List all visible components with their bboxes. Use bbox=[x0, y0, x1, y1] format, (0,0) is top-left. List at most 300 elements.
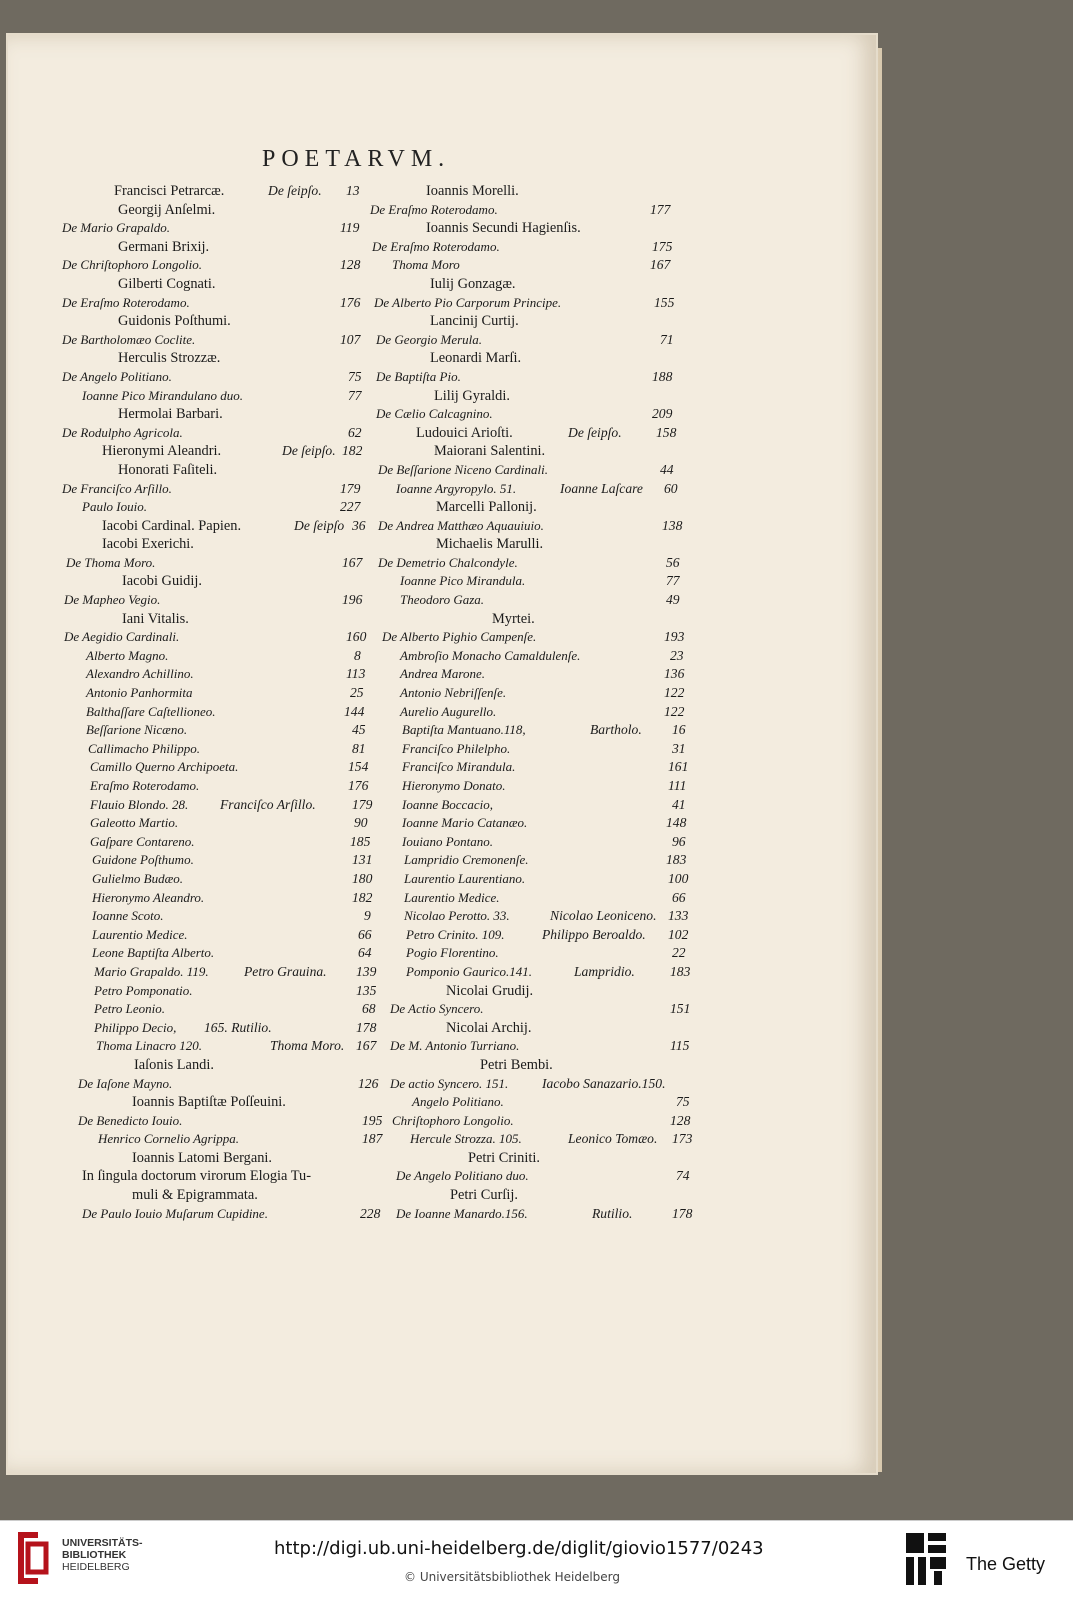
entry-text: Ioannis Secundi Hagienſis. bbox=[426, 220, 581, 237]
entry-text: De Angelo Politiano duo. bbox=[396, 1168, 529, 1184]
page-number: 155 bbox=[654, 294, 675, 310]
entry-text: Thoma Linacro 120. bbox=[96, 1038, 203, 1054]
entry-text: Pomponio Gaurico.141. bbox=[406, 963, 533, 979]
page-number: 25 bbox=[350, 685, 364, 701]
author-heading bbox=[56, 312, 386, 331]
author-heading bbox=[56, 349, 386, 368]
page-number: 176 bbox=[340, 294, 361, 310]
entry-text: De Baptiſta Pio. bbox=[376, 368, 461, 384]
entry-secondary: De ſeipſo. bbox=[268, 183, 322, 198]
entry-text: De Angelo Politiano. bbox=[62, 368, 172, 384]
entry-text: Lilij Gyraldi. bbox=[434, 387, 510, 404]
index-entry bbox=[378, 461, 708, 480]
page-number: 183 bbox=[666, 852, 687, 868]
permalink-url[interactable]: http://digi.ub.uni-heidelberg.de/diglit/giovio1577/0243 bbox=[274, 1538, 764, 1559]
entry-text: De Mario Grapaldo. bbox=[62, 220, 170, 236]
page-number: 102 bbox=[668, 926, 689, 942]
entry-text: De Demetrio Chalcondyle. bbox=[378, 554, 518, 570]
page-number: 187 bbox=[362, 1131, 383, 1147]
entry-secondary: Rutilio. bbox=[592, 1205, 633, 1221]
index-entry bbox=[56, 665, 386, 684]
index-entry bbox=[56, 740, 386, 759]
entry-secondary: De ſeipſo. bbox=[282, 443, 336, 459]
entry-text: Ioannis Latomi Bergani. bbox=[132, 1149, 273, 1166]
index-entry bbox=[56, 982, 386, 1001]
page-number: 182 bbox=[342, 443, 363, 459]
index-entry bbox=[56, 889, 386, 908]
page-number: 119 bbox=[340, 220, 360, 236]
entry-text: Iacobi Exerichi. bbox=[102, 536, 194, 553]
index-entry bbox=[378, 833, 708, 852]
author-heading bbox=[56, 405, 386, 424]
entry-text: Francisci Petrarcæ. bbox=[114, 183, 225, 199]
entry-text: Myrtei. bbox=[492, 610, 535, 627]
entry-text: De Alberto Pighio Campenſe. bbox=[382, 629, 537, 645]
entry-text: Iacobi Guidij. bbox=[122, 573, 202, 590]
entry-text: Guidonis Poſthumi. bbox=[118, 313, 231, 330]
institution-line-1: UNIVERSITÄTS- bbox=[62, 1537, 143, 1549]
page-number: 56 bbox=[666, 554, 680, 570]
entry-text: De Georgio Merula. bbox=[376, 331, 483, 347]
author-heading bbox=[378, 275, 708, 294]
entry-text: De Andrea Matthæo Aquauiuio. bbox=[378, 517, 544, 533]
entry-text: Herculis Strozzæ. bbox=[118, 350, 221, 367]
entry-text: Theodoro Gaza. bbox=[400, 592, 485, 608]
index-entry bbox=[56, 814, 386, 833]
entry-text: De Actio Syncero. bbox=[390, 1001, 484, 1017]
index-entry bbox=[56, 851, 386, 870]
entry-text: Mario Grapaldo. 119. bbox=[94, 963, 209, 979]
author-heading bbox=[378, 982, 708, 1001]
index-entry bbox=[374, 294, 708, 313]
entry-secondary: 165. Rutilio. bbox=[204, 1019, 272, 1035]
page-number: 111 bbox=[668, 778, 687, 793]
entry-text: Marcelli Pallonij. bbox=[436, 499, 537, 516]
entry-text: Hieronymi Aleandri. bbox=[102, 443, 222, 460]
page-number: 185 bbox=[350, 833, 371, 849]
index-entry bbox=[56, 424, 386, 443]
entry-text: Ioannis Baptiſtæ Poſſeuini. bbox=[132, 1094, 286, 1111]
index-entry bbox=[378, 517, 708, 536]
index-entry bbox=[56, 480, 386, 499]
author-heading bbox=[378, 1019, 708, 1038]
entry-text: De Alberto Pio Carporum Principe. bbox=[374, 294, 562, 310]
author-heading bbox=[378, 498, 708, 517]
entry-text: De Franciſco Arſillo. bbox=[62, 480, 172, 496]
getty-logo-icon[interactable] bbox=[904, 1531, 948, 1587]
index-entry bbox=[378, 907, 708, 926]
entry-text: Ioanne Pico Mirandulano duo. bbox=[82, 387, 244, 403]
entry-secondary: Nicolao Leoniceno. bbox=[550, 908, 657, 924]
entry-text: Franciſco Mirandula. bbox=[402, 759, 516, 775]
page-number: 68 bbox=[362, 1001, 376, 1017]
entry-text: Flauio Blondo. 28. bbox=[90, 796, 189, 812]
index-entry bbox=[56, 1112, 386, 1131]
entry-text: Pogio Florentino. bbox=[406, 945, 499, 961]
entry-secondary: Lampridio. bbox=[574, 963, 635, 979]
entry-text: De Ioanne Manardo.156. bbox=[396, 1205, 528, 1221]
page-number: 113 bbox=[346, 666, 366, 682]
index-entry bbox=[56, 219, 386, 238]
entry-secondary: Ioanne Laſcare bbox=[560, 480, 643, 496]
entry-text: De Cælio Calcagnino. bbox=[376, 406, 493, 422]
entry-text: Iulij Gonzagæ. bbox=[430, 275, 516, 292]
page-title: POETARVM. bbox=[262, 146, 451, 172]
entry-text: Callimacho Philippo. bbox=[88, 740, 200, 756]
entry-text: Ioanne Argyropylo. 51. bbox=[396, 480, 517, 496]
entry-text: Alexandro Achillino. bbox=[86, 666, 194, 682]
author-heading bbox=[378, 387, 708, 406]
page-number: 115 bbox=[670, 1038, 690, 1054]
page-number: 167 bbox=[356, 1038, 377, 1054]
page-number: 133 bbox=[668, 908, 689, 924]
index-entry bbox=[378, 758, 708, 777]
page-number: 188 bbox=[652, 368, 673, 384]
page-number: 100 bbox=[668, 870, 689, 886]
index-entry bbox=[56, 796, 386, 815]
author-heading bbox=[56, 610, 386, 629]
entry-text: Henrico Cornelio Agrippa. bbox=[98, 1131, 239, 1147]
page-number: 74 bbox=[676, 1168, 690, 1184]
index-entry bbox=[378, 256, 708, 275]
index-entry bbox=[378, 1205, 708, 1224]
entry-text: De Eraſmo Roterodamo. bbox=[62, 294, 190, 310]
page-number: 196 bbox=[342, 592, 363, 608]
index-entry bbox=[378, 368, 708, 387]
index-entry bbox=[378, 1130, 708, 1149]
entry-text: In ſingula doctorum virorum Elogia Tu- bbox=[82, 1168, 312, 1185]
page-number: 228 bbox=[360, 1205, 381, 1221]
index-entry bbox=[378, 1000, 708, 1019]
entry-text: Hercule Strozza. 105. bbox=[410, 1131, 522, 1147]
entry-text: Laurentio Medice. bbox=[404, 889, 500, 905]
author-heading bbox=[56, 461, 386, 480]
page-number: 160 bbox=[346, 629, 367, 645]
index-entry bbox=[56, 684, 386, 703]
author-heading bbox=[56, 1149, 386, 1168]
author-heading bbox=[56, 1056, 386, 1075]
page-number: 178 bbox=[356, 1019, 377, 1035]
index-entry bbox=[56, 1037, 386, 1056]
page-number: 77 bbox=[666, 573, 680, 589]
index-entry bbox=[378, 870, 708, 889]
entry-text: Nicolao Perotto. 33. bbox=[404, 908, 510, 924]
page-number: 209 bbox=[652, 406, 673, 422]
entry-text: Balthaſſare Caſtellioneo. bbox=[86, 703, 216, 719]
page-number: 49 bbox=[666, 592, 680, 608]
entry-text: Beſſarione Nicæno. bbox=[86, 722, 188, 738]
entry-text: De Bartholomæo Coclite. bbox=[62, 331, 196, 347]
entry-secondary: De ſeipſo bbox=[294, 517, 345, 533]
index-entry bbox=[56, 721, 386, 740]
page-number: 64 bbox=[358, 945, 372, 961]
entry-text: muli & Epigrammata. bbox=[132, 1187, 258, 1204]
page-number: 144 bbox=[344, 703, 365, 719]
page-number: 151 bbox=[670, 1001, 691, 1017]
entry-text: Hieronymo Donato. bbox=[402, 778, 506, 793]
author-heading bbox=[378, 1149, 708, 1168]
page-number: 179 bbox=[352, 796, 373, 812]
page-number: 8 bbox=[354, 647, 361, 663]
index-entry bbox=[56, 1130, 386, 1149]
entry-text: Leone Baptiſta Alberto. bbox=[92, 945, 215, 961]
page-number: 167 bbox=[650, 257, 671, 273]
index-entry bbox=[378, 926, 708, 945]
index-entry bbox=[378, 628, 708, 647]
page-number: 177 bbox=[650, 201, 671, 217]
entry-secondary: Petro Grauina. bbox=[244, 963, 327, 979]
index-entry bbox=[56, 907, 386, 926]
page-number: 180 bbox=[352, 870, 373, 886]
index-entry bbox=[56, 926, 386, 945]
index-entry bbox=[378, 480, 708, 499]
entry-text: Alberto Magno. bbox=[86, 647, 169, 663]
index-entry bbox=[378, 796, 708, 815]
author-heading bbox=[378, 219, 708, 238]
page-number: 175 bbox=[652, 238, 673, 254]
index-entry bbox=[56, 833, 386, 852]
entry-text: Germani Brixij. bbox=[118, 238, 210, 255]
institution-name bbox=[62, 1537, 143, 1573]
page-number: 75 bbox=[348, 368, 362, 384]
entry-text: De Benedicto Iouio. bbox=[78, 1112, 183, 1128]
page-number: 96 bbox=[672, 833, 686, 849]
entry-text: Ludouici Arioſti. bbox=[416, 424, 513, 441]
index-entry bbox=[378, 721, 708, 740]
author-heading bbox=[56, 275, 386, 294]
page-number: 77 bbox=[348, 387, 362, 403]
entry-text: Franciſco Philelpho. bbox=[402, 740, 511, 756]
page-number: 136 bbox=[664, 666, 685, 682]
index-entry bbox=[378, 665, 708, 684]
index-entry bbox=[56, 256, 386, 275]
index-entry bbox=[378, 1112, 708, 1131]
index-entry bbox=[378, 405, 708, 424]
page-number: 139 bbox=[356, 963, 377, 979]
page-number: 179 bbox=[340, 480, 361, 496]
page-number: 176 bbox=[348, 778, 369, 793]
index-entry bbox=[372, 238, 708, 257]
entry-text: Maiorani Salentini. bbox=[434, 443, 546, 460]
copyright-notice: © Universitätsbibliothek Heidelberg bbox=[404, 1570, 621, 1584]
entry-text: De Aegidio Cardinali. bbox=[64, 629, 180, 645]
index-entry bbox=[56, 591, 386, 610]
page-number: 75 bbox=[676, 1094, 690, 1110]
page-number: 23 bbox=[670, 647, 684, 663]
page-number: 44 bbox=[660, 461, 674, 477]
index-entry bbox=[56, 1019, 386, 1038]
entry-text: De Thoma Moro. bbox=[66, 554, 156, 570]
entry-text: De Iaſone Mayno. bbox=[78, 1075, 173, 1091]
page-number: 66 bbox=[672, 889, 686, 905]
entry-text: Antonio Panhormita bbox=[86, 685, 193, 701]
page-number: 227 bbox=[340, 499, 361, 515]
author-heading bbox=[378, 424, 708, 443]
entry-text: Petro Leonio. bbox=[94, 1001, 166, 1017]
index-entry bbox=[378, 684, 708, 703]
entry-text: De Rodulpho Agricola. bbox=[62, 424, 183, 440]
index-entry bbox=[378, 591, 708, 610]
author-heading bbox=[56, 442, 386, 461]
author-heading bbox=[56, 182, 386, 201]
entry-text: Iani Vitalis. bbox=[122, 610, 189, 627]
entry-text: Ambroſio Monacho Camaldulenſe. bbox=[400, 647, 581, 663]
index-entry bbox=[378, 647, 708, 666]
entry-text: Michaelis Marulli. bbox=[436, 536, 544, 553]
index-entry bbox=[378, 814, 708, 833]
index-entry bbox=[56, 1075, 386, 1094]
page-number: 81 bbox=[352, 740, 366, 756]
index-entry bbox=[56, 331, 386, 350]
entry-text: De Eraſmo Roterodamo. bbox=[370, 201, 498, 217]
page-number: 90 bbox=[354, 815, 368, 831]
author-heading bbox=[56, 1186, 386, 1205]
page-number: 193 bbox=[664, 629, 685, 645]
page-number: 135 bbox=[356, 982, 377, 998]
page-number: 71 bbox=[660, 331, 674, 347]
index-entry bbox=[56, 703, 386, 722]
page-number: 62 bbox=[348, 424, 362, 440]
index-entry bbox=[378, 1093, 708, 1112]
page-number: 36 bbox=[352, 517, 366, 533]
entry-text: Baptiſta Mantuano.118, bbox=[402, 722, 526, 738]
entry-text: Lancinij Curtij. bbox=[430, 313, 519, 330]
entry-text: Gulielmo Budæo. bbox=[92, 870, 183, 886]
page-number: 195 bbox=[362, 1112, 383, 1128]
entry-text: Andrea Marone. bbox=[400, 666, 485, 682]
index-entry bbox=[56, 944, 386, 963]
page-number: 183 bbox=[670, 963, 691, 979]
page-number: 158 bbox=[656, 424, 677, 440]
entry-text: Petri Criniti. bbox=[468, 1149, 540, 1166]
page-number: 167 bbox=[342, 554, 363, 570]
entry-text: Gaſpare Contareno. bbox=[90, 833, 195, 849]
university-library-heidelberg-logo-icon[interactable] bbox=[12, 1528, 52, 1588]
index-entry bbox=[378, 554, 708, 573]
entry-text: Iacobi Cardinal. Papien. bbox=[102, 517, 242, 534]
entry-text: De Chriſtophoro Longolio. bbox=[62, 257, 203, 273]
entry-text: De Beſſarione Niceno Cardinali. bbox=[378, 461, 548, 477]
index-entry bbox=[378, 572, 708, 591]
institution-line-3: HEIDELBERG bbox=[62, 1561, 130, 1573]
page-number: 13 bbox=[346, 183, 360, 198]
entry-text: Camillo Querno Archipoeta. bbox=[90, 759, 239, 775]
page-number: 128 bbox=[670, 1112, 691, 1128]
author-heading bbox=[378, 442, 708, 461]
author-heading bbox=[56, 1093, 386, 1112]
author-heading bbox=[56, 517, 386, 536]
entry-text: Laurentio Medice. bbox=[92, 926, 188, 942]
entry-text: Ioanne Boccacio, bbox=[402, 796, 493, 812]
entry-text: Ioannis Morelli. bbox=[426, 183, 519, 199]
author-heading bbox=[56, 572, 386, 591]
author-heading bbox=[378, 349, 708, 368]
page-number: 178 bbox=[672, 1205, 693, 1221]
author-heading bbox=[56, 1167, 386, 1186]
index-entry bbox=[56, 758, 386, 777]
page-number: 45 bbox=[352, 722, 366, 738]
index-entry bbox=[378, 740, 708, 759]
entry-text: Chriſtophoro Longolio. bbox=[392, 1112, 514, 1128]
page-number: 126 bbox=[358, 1075, 379, 1091]
author-heading bbox=[378, 535, 708, 554]
entry-secondary: Iacobo Sanazario.150. bbox=[542, 1075, 666, 1091]
partner-name: The Getty bbox=[966, 1554, 1046, 1574]
page-number: 138 bbox=[662, 517, 683, 533]
entry-text: Ioanne Scoto. bbox=[92, 908, 164, 924]
entry-text: Nicolai Archij. bbox=[446, 1019, 532, 1036]
index-entry bbox=[56, 963, 386, 982]
entry-text: Antonio Nebriſſenſe. bbox=[400, 685, 507, 701]
entry-text: Leonardi Marſi. bbox=[430, 350, 522, 367]
entry-text: Philippo Decio, bbox=[94, 1019, 177, 1035]
index-entry bbox=[56, 647, 386, 666]
page-number: 66 bbox=[358, 926, 372, 942]
index-entry bbox=[378, 1167, 708, 1186]
entry-text: De actio Syncero. 151. bbox=[390, 1075, 509, 1091]
page-number: 122 bbox=[664, 703, 685, 719]
entry-text: Hermolai Barbari. bbox=[118, 406, 223, 423]
page-number: 60 bbox=[664, 480, 678, 496]
entry-secondary: Leonico Tomæo. bbox=[568, 1131, 658, 1147]
entry-text: Iaſonis Landi. bbox=[134, 1056, 214, 1073]
author-heading bbox=[56, 535, 386, 554]
index-entry bbox=[378, 1075, 708, 1094]
entry-text: De Eraſmo Roterodamo. bbox=[372, 238, 500, 254]
entry-text: Thoma Moro bbox=[392, 257, 460, 273]
page-number: 128 bbox=[340, 257, 361, 273]
index-entry bbox=[378, 777, 708, 796]
index-entry bbox=[378, 1037, 708, 1056]
entry-text: Hieronymo Aleandro. bbox=[92, 889, 205, 905]
author-heading bbox=[56, 201, 386, 220]
page-number: 41 bbox=[672, 796, 686, 812]
entry-text: Angelo Politiano. bbox=[412, 1094, 504, 1110]
entry-secondary: De ſeipſo. bbox=[568, 424, 622, 440]
index-entry bbox=[378, 963, 708, 982]
index-entry bbox=[56, 368, 386, 387]
page-number: 182 bbox=[352, 889, 373, 905]
entry-text: Georgij Anſelmi. bbox=[118, 201, 216, 218]
author-heading bbox=[378, 1056, 708, 1075]
index-entry bbox=[56, 1000, 386, 1019]
page-number: 131 bbox=[352, 852, 373, 868]
index-entry bbox=[378, 331, 708, 350]
index-entry bbox=[56, 628, 386, 647]
index-entry bbox=[56, 294, 386, 313]
entry-text: Petro Crinito. 109. bbox=[406, 926, 505, 942]
index-entry bbox=[56, 1205, 386, 1224]
page-number: 148 bbox=[666, 815, 687, 831]
entry-text: Lampridio Cremonenſe. bbox=[404, 852, 529, 868]
entry-text: Gilberti Cognati. bbox=[118, 275, 216, 292]
index-entry bbox=[378, 889, 708, 908]
index-entry bbox=[56, 387, 386, 406]
left-column bbox=[56, 182, 386, 1223]
index-entry bbox=[56, 777, 386, 796]
entry-text: Iouiano Pontano. bbox=[402, 833, 493, 849]
page-number: 9 bbox=[364, 908, 371, 924]
author-heading bbox=[56, 238, 386, 257]
entry-text: De Paulo Iouio Muſarum Cupidine. bbox=[82, 1205, 268, 1221]
entry-text: Petri Curſij. bbox=[450, 1187, 518, 1204]
institution-line-2: BIBLIOTHEK bbox=[62, 1549, 127, 1561]
entry-text: Ioanne Pico Mirandula. bbox=[400, 573, 526, 589]
author-heading bbox=[378, 610, 708, 629]
entry-text: Eraſmo Roterodamo. bbox=[90, 778, 200, 793]
page-number: 22 bbox=[672, 945, 686, 961]
page-number: 107 bbox=[340, 331, 361, 347]
